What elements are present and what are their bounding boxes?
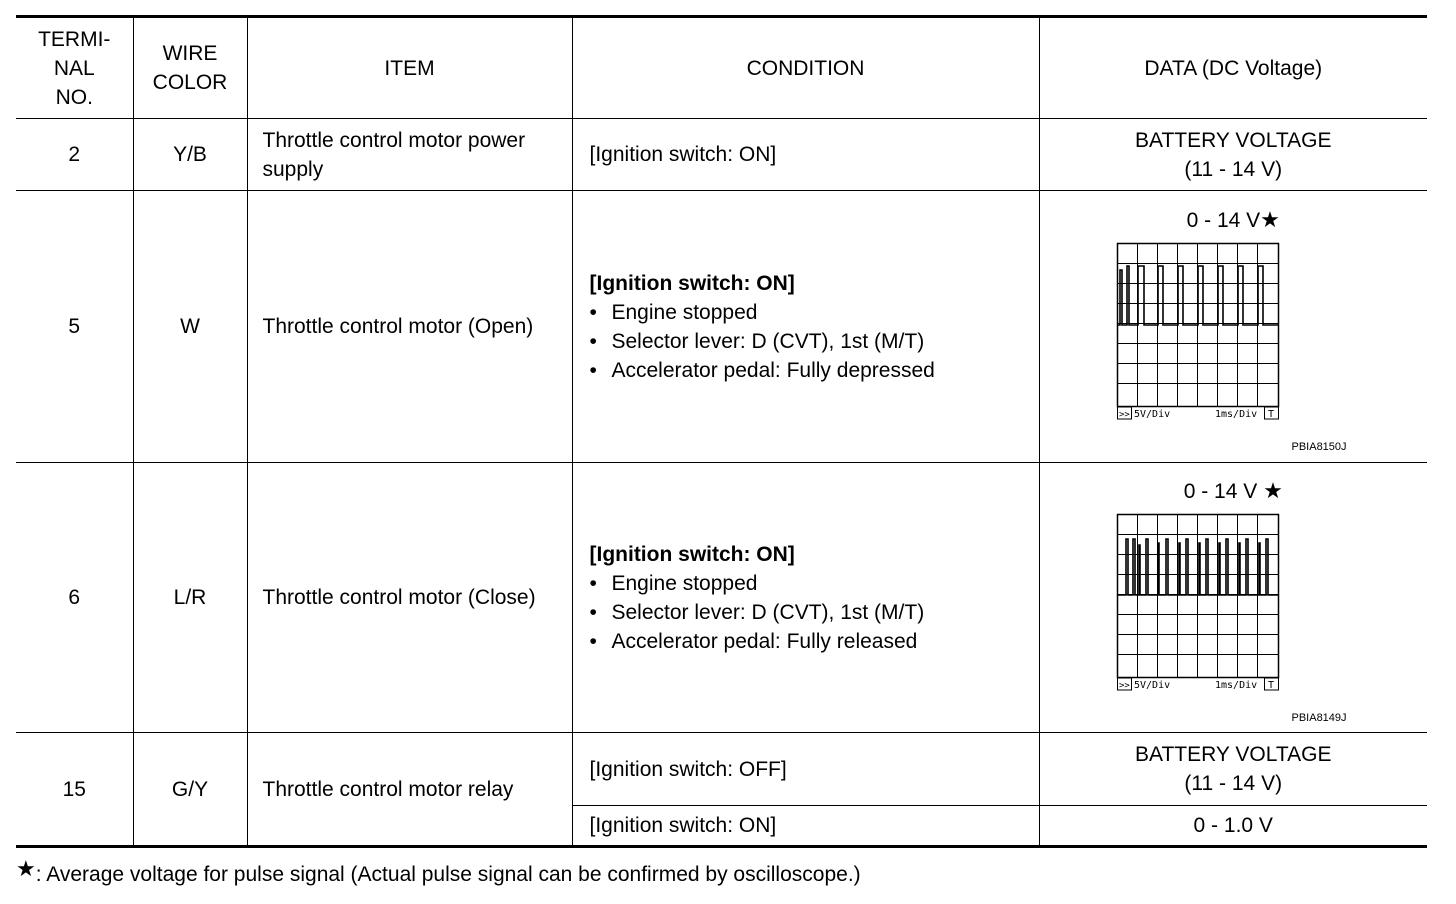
- data-value: [1039, 191, 1427, 463]
- wire-color: G/Y: [133, 733, 247, 847]
- condition-cell: [572, 463, 1039, 733]
- data-value: [1039, 463, 1427, 733]
- condition-bullet: • Selector lever: D (CVT), 1st (M/T): [590, 598, 1039, 627]
- scope-trace: [1118, 266, 1278, 325]
- condition-bullet: • Engine stopped: [590, 298, 1039, 327]
- terminal-no: 5: [16, 191, 133, 463]
- header-data: DATA (DC Voltage): [1039, 17, 1427, 119]
- condition-title: [Ignition switch: ON]: [572, 119, 1039, 191]
- table-row: [16, 463, 1427, 733]
- header-item: ITEM: [247, 17, 572, 119]
- wire-color: W: [133, 191, 247, 463]
- table-row: [16, 733, 1427, 806]
- item-name: Throttle control motor power supply: [247, 119, 572, 191]
- data-value: [1039, 119, 1427, 191]
- item-name: Throttle control motor (Open): [247, 191, 572, 463]
- wire-color: L/R: [133, 463, 247, 733]
- oscilloscope-waveform: [1116, 513, 1282, 694]
- condition-title: [Ignition switch: OFF]: [572, 733, 1039, 806]
- scope-volt-div: 5V/Div: [1133, 409, 1170, 420]
- data-line: (11 - 14 V): [1184, 157, 1283, 181]
- scope-marker: >>: [1118, 410, 1130, 420]
- star-icon: ★: [1263, 478, 1283, 503]
- scope-trigger: T: [1267, 680, 1274, 691]
- scope-time-div: 1ms/Div: [1214, 409, 1257, 420]
- data-value: 0 - 1.0 V: [1039, 806, 1427, 847]
- condition-bullet: • Selector lever: D (CVT), 1st (M/T): [590, 327, 1039, 356]
- header-terminal: TERMI- NAL NO.: [16, 17, 133, 119]
- terminal-no: 2: [16, 119, 133, 191]
- pwm-voltage-label: [1040, 205, 1428, 235]
- footnote-text: : Average voltage for pulse signal (Actual pulse signal can be confirmed by oscilloscope.): [35, 863, 861, 886]
- data-line: (11 - 14 V): [1184, 772, 1283, 795]
- condition-title: [Ignition switch: ON]: [589, 542, 795, 566]
- pwm-voltage: 0 - 14 V: [1186, 209, 1261, 232]
- data-line: BATTERY VOLTAGE: [1135, 128, 1332, 152]
- condition-bullets: [590, 569, 1039, 656]
- condition-bullet: • Accelerator pedal: Fully released: [590, 627, 1039, 656]
- data-value: [1039, 733, 1427, 806]
- scope-time-div: 1ms/Div: [1214, 680, 1257, 691]
- wire-color: Y/B: [133, 119, 247, 191]
- terminal-spec-table: [16, 15, 1427, 848]
- header-row: [16, 17, 1427, 119]
- item-name: Throttle control motor (Close): [247, 463, 572, 733]
- data-line: BATTERY VOLTAGE: [1135, 743, 1332, 766]
- scope-volt-div: 5V/Div: [1133, 680, 1170, 691]
- scope-marker: >>: [1118, 681, 1130, 691]
- terminal-no: 6: [16, 463, 133, 733]
- condition-title: [Ignition switch: ON]: [572, 806, 1039, 847]
- scope-trigger: T: [1267, 409, 1274, 420]
- star-icon: ★: [16, 856, 36, 881]
- oscilloscope-waveform: [1116, 242, 1282, 423]
- table-row: [16, 191, 1427, 463]
- pwm-voltage: 0 - 14 V: [1183, 480, 1258, 503]
- header-wire-color: WIRE COLOR: [133, 17, 247, 119]
- star-icon: ★: [1260, 207, 1280, 232]
- condition-bullets: [590, 298, 1039, 385]
- header-condition: CONDITION: [572, 17, 1039, 119]
- footnote: [16, 856, 861, 887]
- pwm-voltage-label: [1040, 476, 1428, 506]
- condition-bullet: • Engine stopped: [590, 569, 1039, 598]
- item-name: Throttle control motor relay: [247, 733, 572, 847]
- figure-code: PBIA8150J: [1291, 441, 1347, 453]
- terminal-no: 15: [16, 733, 133, 847]
- condition-cell: [572, 191, 1039, 463]
- condition-title: [Ignition switch: ON]: [589, 271, 795, 295]
- scope-grid: [1117, 515, 1278, 678]
- condition-bullet: • Accelerator pedal: Fully depressed: [590, 356, 1039, 385]
- figure-code: PBIA8149J: [1291, 712, 1347, 724]
- table-row: [16, 119, 1427, 191]
